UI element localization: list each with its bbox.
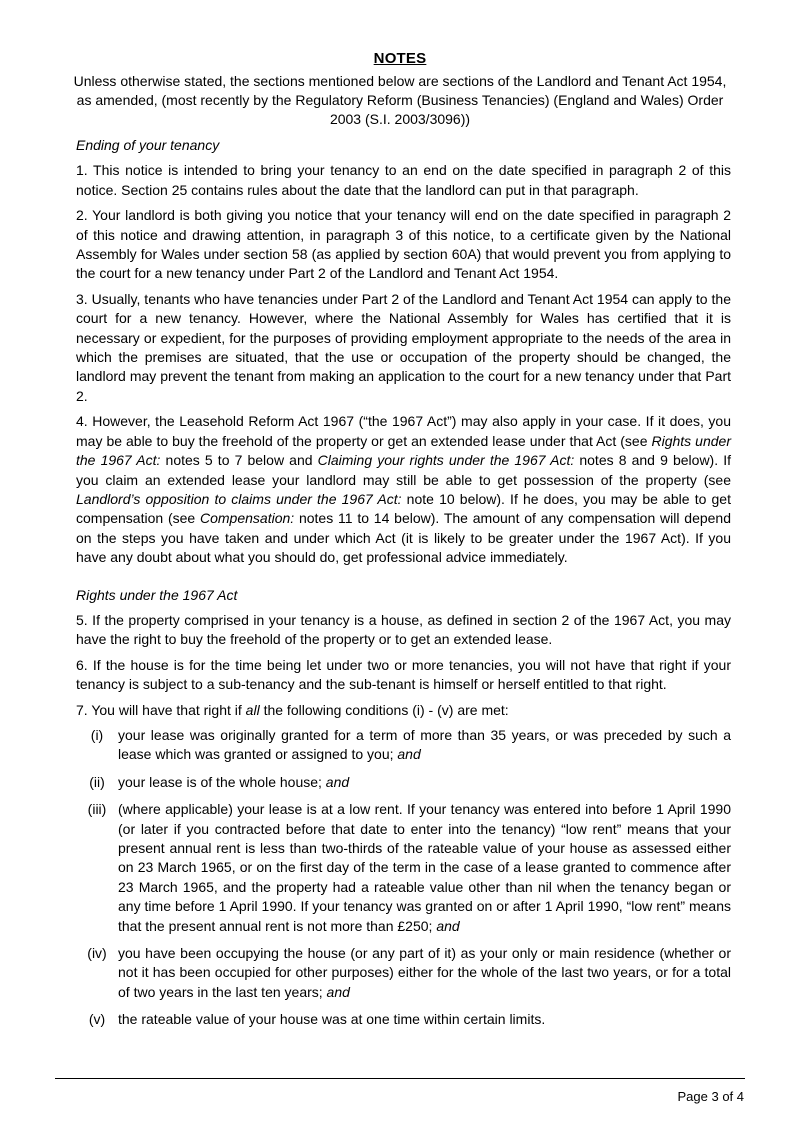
note-5: 5. If the property comprised in your tenancy is a house, as defined in section 2 of the 1967 Act, you may have the right to buy the freehold of the property or to get an extended lease.: [76, 611, 731, 648]
condition-and: and: [326, 983, 350, 1000]
condition-text: [118, 944, 731, 1002]
note-7-text: the following conditions (i) - (v) are met:: [259, 701, 509, 718]
note-4-text: notes 5 to 7 below and: [160, 452, 318, 469]
condition-number: (iii): [87, 801, 107, 818]
condition-body: your lease is of the whole house;: [118, 773, 326, 790]
condition-item: [76, 726, 731, 765]
condition-body: you have been occupying the house (or any part of it) as your only or main residence (whether or not it has been occupied for other purposes) either for the whole of the last two years, or for a total of two years in the last ten years;: [118, 945, 731, 1000]
condition-body: the rateable value of your house was at one time within certain limits.: [118, 1011, 546, 1028]
condition-text: [118, 773, 731, 792]
note-4-ref-claiming: Claiming your rights under the 1967 Act:: [317, 452, 575, 469]
note-4-text: notes 8 and 9 below). If you claim an extended lease your landlord may still be able to get possession of the property (see: [76, 452, 731, 488]
condition-item: [76, 944, 731, 1002]
note-4-text: note 10 below). If he does, you may be able to get compensation (see: [76, 490, 731, 527]
condition-body: your lease was originally granted for a term of more than 35 years, or was preceded by such a lease which was granted or assigned to you;: [118, 726, 731, 763]
condition-item: [76, 1010, 731, 1029]
condition-item: [76, 800, 731, 936]
note-4-text: 4. However, the Leasehold Reform Act 1967 (“the 1967 Act”) may also apply in your case. If it does, you may be able to buy the freehold of the property or get an extended lease under that Act (see: [76, 413, 731, 449]
condition-text: [118, 726, 731, 765]
condition-body: (where applicable) your lease is at a low rent. If your tenancy was entered into before 1 April 1990 (or later if you contracted before that date to enter into the tenancy) “low rent” means that your present annual rent is less than two-thirds of the rateable value of your house as assessed either on 23 March 1965, or on the first day of the term in the case of a lease granted to commence after 23 March 1965, and the property had a rateable value other than nil when the tenancy began or any time before 1 April 1990. If your tenancy was granted on or after 1 April 1990, “low rent” means that the present annual rent is not more than £250;: [118, 801, 731, 934]
note-7-emphasis-all: all: [245, 701, 260, 718]
intro-paragraph: Unless otherwise stated, the sections mentioned below are sections of the Landlord and Tenant Act 1954, as amended, (most recently by the Regulatory Reform (Business Tenancies) (England and Wales) Order 2003 (S.I. 2003/3096)): [73, 73, 727, 127]
note-4-ref-compensation: Compensation:: [200, 510, 295, 527]
section-heading-rights: Rights under the 1967 Act: [76, 586, 238, 603]
condition-number: (ii): [89, 773, 105, 790]
condition-item: [76, 773, 731, 792]
section-heading-ending: Ending of your tenancy: [76, 137, 220, 153]
condition-and: and: [325, 773, 350, 790]
note-1: 1. This notice is intended to bring your tenancy to an end on the date specified in paragraph 2 of this notice. Section 25 contains rules about the date that the landlord can put in that paragraph.: [76, 162, 731, 198]
condition-and: and: [436, 917, 460, 934]
note-4-ref-rights: Rights under the 1967 Act:: [76, 432, 731, 469]
page-title: NOTES: [373, 50, 427, 67]
note-6: 6. If the house is for the time being let under two or more tenancies, you will not have that right if your tenancy is subject to a sub-tenancy and the sub-tenant is himself or herself entitled to that right.: [76, 656, 731, 693]
note-4-ref-opposition: Landlord’s opposition to claims under the 1967 Act:: [76, 490, 402, 507]
note-4: [76, 412, 731, 567]
footer-divider: [55, 1078, 745, 1079]
note-7: [76, 701, 731, 720]
note-4-text: notes 11 to 14 below). The amount of any compensation will depend on the steps you have taken and under which Act (it is likely to be greater under the 1967 Act). If you have any doubt about what you should do, get professional advice immediately.: [76, 510, 731, 566]
note-2: 2. Your landlord is both giving you notice that your tenancy will end on the date specified in paragraph 2 of this notice and drawing attention, in paragraph 3 of this notice, to a certificate given by the National Assembly for Wales under section 58 (as applied by section 60A) that would prevent you from applying to the court for a new tenancy under Part 2 of the Landlord and Tenant Act 1954.: [76, 207, 731, 282]
condition-number: (i): [90, 726, 104, 743]
condition-text: [118, 1010, 731, 1029]
notes-body: [76, 136, 731, 1038]
note-3: 3. Usually, tenants who have tenancies under Part 2 of the Landlord and Tenant Act 1954 can apply to the court for a new tenancy. However, where the National Assembly for Wales has certified that it is necessary or expedient, for the purposes of providing employment appropriate to the needs of the area in which the premises are situated, that the use or occupation of the property should be changed, the landlord may prevent the tenant from making an application to the court for a new tenancy under that Part 2.: [76, 290, 731, 404]
condition-and: and: [397, 746, 421, 763]
condition-number: (iv): [87, 945, 107, 962]
conditions-list: [76, 726, 731, 1030]
note-7-text: 7. You will have that right if: [76, 701, 246, 718]
condition-number: (v): [88, 1011, 106, 1028]
page-number: Page 3 of 4: [677, 1089, 744, 1104]
condition-text: [118, 800, 731, 936]
